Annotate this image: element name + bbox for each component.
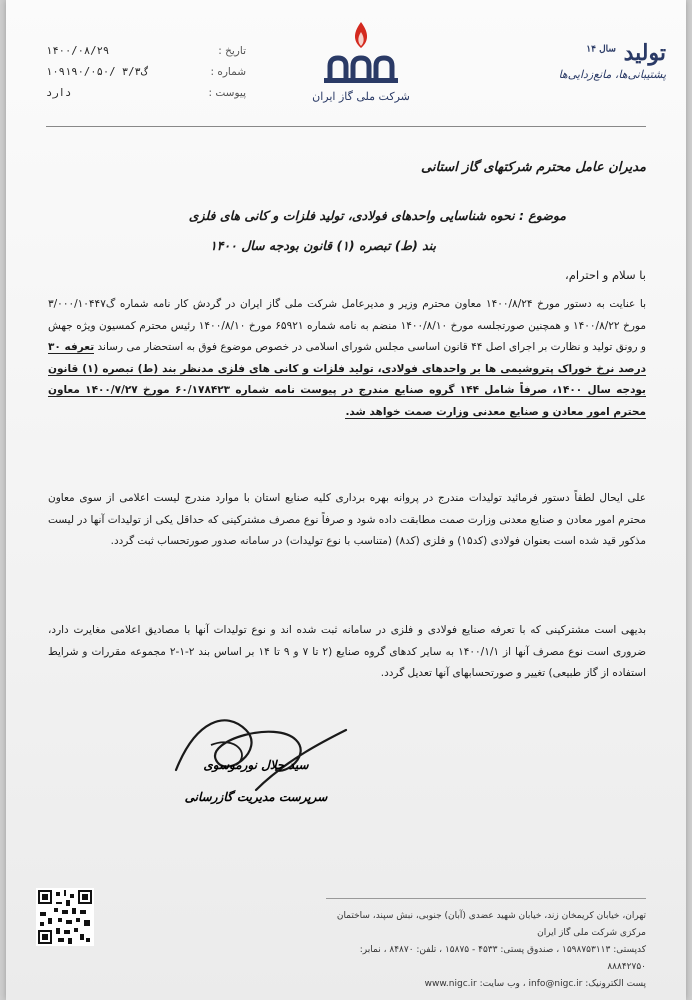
letter-page (6, 0, 686, 1000)
paragraph-1-text: با عنایت به دستور مورخ ۱۴۰۰/۸/۲۴ معاون محترم وزیر و مدیرعامل شرکت ملی گاز ایران در گردش کار نامه شماره گ۳/۰۰۰/۱۰۴۴۷ مورخ ۱۴۰۰/۸/۲۲ و همچنین صورتجلسه مورخ ۱۴۰۰/۸/۱۰ منضم به نامه شماره ۶۵۹۲۱ مورخ ۱۴۰۰/۸/۱۰ رئیس محترم کمسیون ویژه جهش و رونق تولید و نظارت بر اجرای اصل ۴۴ قانون اساسی مجلس شورای اسلامی در خصوص موضوع فوق به استحضار می رساند (48, 298, 647, 353)
slogan-subtitle: پشتیبانی‌ها، مانع‌زدایی‌ها (558, 68, 666, 81)
footer-address (336, 908, 646, 993)
subject-line-1: موضوع : نحوه شناسایی واحدهای فولادی، تولید فلزات و کانی های فلزی (188, 208, 566, 223)
signatory-name: سید جلال نورموسوی (203, 758, 309, 772)
date-value: ۱۴۰۰/۰۸/۲۹ (46, 44, 110, 57)
greeting: با سلام و احترام، (565, 268, 646, 282)
attachment-label: پیوست : (208, 86, 246, 99)
footer-line-2: کدپستی: ۱۵۹۸۷۵۳۱۱۳ ، صندوق پستی: ۴۵۳۳ - ۱۵۸۷۵ ، تلفن: ۸۴۸۷۰ ، نمابر: ۸۸۸۴۲۷۵۰ (359, 945, 646, 972)
attachment-value: دارد (46, 86, 72, 99)
footer-line-3: پست الکترونیک: info@nigc.ir ، وب سایت: www.nigc.ir (424, 979, 646, 989)
footer-divider (326, 898, 646, 899)
slogan-title (546, 40, 666, 66)
letter-metadata (46, 40, 246, 103)
number-row (46, 61, 246, 82)
attachment-row (46, 82, 246, 103)
nigc-logo (306, 18, 416, 103)
date-row (46, 40, 246, 61)
qr-code-icon (36, 888, 94, 946)
year-slogan (546, 40, 666, 81)
paragraph-1 (48, 294, 646, 423)
paragraph-3: بدیهی است مشترکینی که با تعرفه صنایع فولادی و فلزی در سامانه ثبت شده اند و نوع تولیدات آنها با مصادیق اعلامی مغایرت دارد، ضروری است نوع مصرف آنها از ۱۴۰۰/۱/۱ به سایر کدهای گروه صنایع (۲ تا ۷ و ۹ تا ۱۴ بر اساس بند ۲-۱-۲ مجموعه مقررات و شرایط استفاده از گاز طبیعی) تغییر و صورتحسابهای آنها تعدیل گردد. (48, 624, 647, 679)
signatory-title: سرپرست مدیریت گازرسانی (184, 790, 328, 804)
date-label: تاریخ : (218, 44, 246, 57)
subject-line-2: بند (ط) تبصره (۱) قانون بودجه سال ۱۴۰۰ (209, 238, 436, 253)
flame-logo-icon (316, 18, 406, 88)
number-value: گ۳/۳ /۱۰۹۱۹۰/۰۵۰ (46, 65, 148, 78)
header-divider (46, 126, 646, 127)
footer-line-1: تهران، خیابان کریمخان زند، خیابان شهید عضدی (آبان) جنوبی، نبش سپند، ساختمان مرکزی شرکت ملی گاز ایران (336, 911, 646, 938)
addressee: مدیران عامل محترم شرکتهای گاز استانی (421, 160, 646, 175)
slogan-year: سال ۱۴ (586, 44, 616, 55)
paragraph-1-emphasis: تعرفه ۳۰ درصد نرخ خوراک پتروشیمی ها بر واحدهای فولادی، تولید فلزات و کانی های فلزی مدنظر بند (ط) تبصره (۱) قانون بودجه سال ۱۴۰۰، صرفاً شامل ۱۴۴ گروه صنایع مندرج در پیوست نامه شماره ۶۰/۱۷۸۴۲۳ مورخ ۱۴۰۰/۷/۲۷ معاون محترم امور معادن و صنایع معدنی وزارت صمت خواهد شد. (48, 341, 646, 418)
number-label: شماره : (210, 65, 246, 78)
slogan-title-text: تولید (623, 40, 666, 66)
paragraph-2: علی ایحال لطفاً دستور فرمائید تولیدات مندرج در پروانه بهره برداری کلیه صنایع استان با موارد مندرج لیست اعلامی از سوی معاون محترم امور معادن و صنایع معدنی وزارت صمت مطابقت داده شود و صرفاً نوع مصرف مشترکینی که حداقل یکی از تولیدات آنها در لیست مذکور قید شده است بعنوان فولادی (کد۱۵) و فلزی (کد۸) (متناسب با نوع تولیدات) در سامانه صدور صورتحساب ثبت گردد. (48, 492, 646, 547)
logo-caption: شرکت ملی گاز ایران (312, 90, 410, 103)
